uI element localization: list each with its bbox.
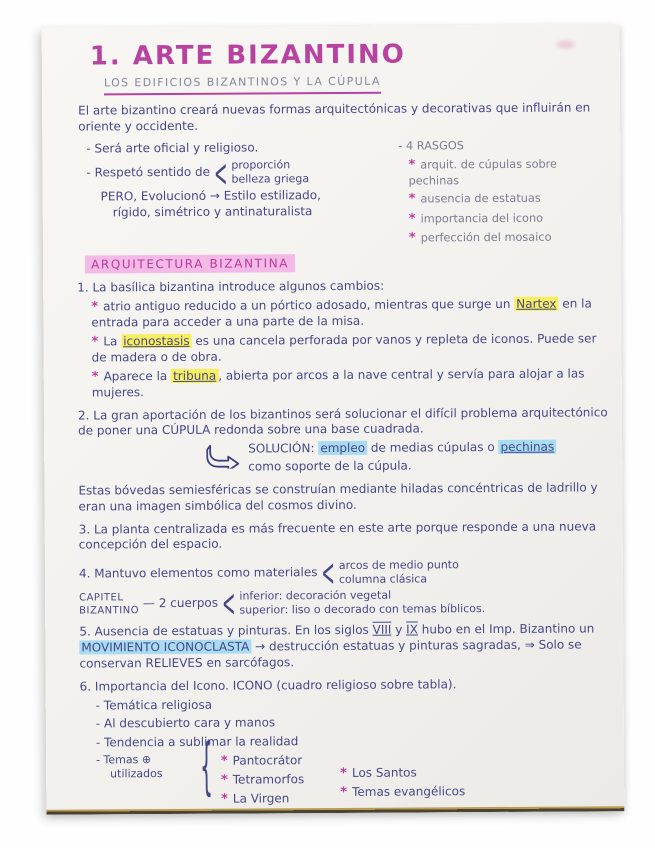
materials-list [339,559,459,587]
capitel-label [79,591,139,617]
rasgos-item-label: perfección del mosaico [420,230,552,245]
temas-label-line: utilizados [110,767,163,781]
highlight-nartex: Nartex [516,296,557,311]
icon-trait: - Temática religiosa [95,697,213,713]
item5-mid: y [391,622,407,637]
solution-end: como soporte de la cúpula. [248,458,412,474]
cuerpos-label: — 2 cuerpos [142,595,219,610]
tribuna-text: Aparece la [103,368,172,383]
rasgos-item-label: arquit. de cúpulas sobre pechinas [408,158,558,188]
capitel-row [79,580,613,626]
rasgos-item [409,209,611,227]
bullet-tribuna [92,365,612,401]
arch-header-row [85,254,611,273]
item5-pre: 5. Ausencia de estatuas y pinturas. En los siglos [79,623,373,639]
material-item: columna clásica [338,572,428,586]
rasgos-item [408,156,610,189]
roman-numeral: IX [406,622,418,637]
arch-item-1-head: 1. La basílica bizantina introduce algunos cambios: [77,278,385,295]
arch-item-5 [79,622,613,673]
tema-label: Los Santos [351,765,417,780]
arch-item-6-head: 6. Importancia del Icono. ICONO (cuadro religioso sobre tabla). [79,677,457,694]
iconostasis-text-end: es una cancela perforada por vanos y repleta de iconos. Puede ser de madera o de obra. [91,330,597,365]
solution-label: SOLUCIÓN: [248,441,319,456]
solution-block [206,438,612,475]
bullet-atrio [91,295,611,331]
asterisk-icon: * [91,333,99,350]
material-item: arcos de medio punto [338,558,459,573]
item5-tail: → destrucción estatuas y pinturas sagradas, ⇒ Solo se conservan RELIEVES en sarcófagos. [79,637,582,671]
rasgos-header: - 4 RASGOS [398,139,464,154]
respect-option: proporción [231,158,291,172]
tema-label: La Virgen [232,791,290,806]
evolution-line-1: PERO, Evolucionó → Estilo estilizado, [100,187,321,204]
asterisk-icon: * [408,157,416,173]
domes-paragraph: Estas bóvedas semiesféricas se construían mediante hiladas concéntricas de ladrillo y eran una imagen simbólica del cosmos divino. [78,480,598,514]
notebook-page [42,24,625,815]
item5-post: hubo en el Imp. Bizantino un [417,621,595,637]
temas-label-line: - Temas ⊕ [96,753,152,767]
temas-column-1 [221,752,305,809]
asterisk-icon: * [408,191,416,207]
asterisk-icon: * [340,784,348,800]
traits-block [76,139,611,249]
angle-brace-icon: < [321,550,336,596]
curly-brace-icon: { [199,728,214,803]
arch-section-header: ARQUITECTURA BIZANTINA [85,254,295,273]
highlight-iconoclasta: MOVIMIENTO ICONOCLASTA [81,639,250,655]
tema-label: Tetramorfos [232,772,305,787]
rasgos-item [409,228,611,246]
cuerpos-item: inferior: decoración vegetal [239,588,392,603]
item4-lead: 4. Mantuvo elementos como materiales [78,565,318,581]
tema-label: Pantocrátor [232,753,303,768]
roman-numeral: VIII [372,622,392,638]
tema-item [221,752,304,771]
asterisk-icon: * [220,772,228,788]
atrio-text: atrio antiguo reducido a un pórtico adosado, mientras que surge un [103,296,515,313]
solution-text [248,439,588,476]
solution-mid: de medias cúpulas o [367,440,499,455]
asterisk-icon: * [408,211,416,227]
asterisk-icon: * [221,791,228,807]
respect-option: belleza griega [231,172,310,186]
evolution-line-2: rígido, simétrico y antinaturalista [112,203,313,219]
icon-trait: - Tendencia a sublimar la realidad [95,734,299,750]
iconostasis-text: La [103,333,122,348]
section-subtitle: LOS EDIFICIOS BIZANTINOS Y LA CÚPULA [104,75,381,95]
highlight-iconostasis: iconostasis [123,333,190,348]
tema-item [340,764,465,784]
rasgos-item [409,190,611,208]
respect-options [231,158,309,186]
capitel-label-line: CAPITEL [79,591,124,604]
tema-label: Temas evangélicos [352,784,466,799]
rasgos-column [398,139,611,247]
temas-label [96,753,192,782]
angle-brace-icon: < [213,149,228,196]
tema-item [340,783,465,803]
asterisk-icon: * [340,765,348,782]
tema-item [221,790,304,809]
highlight-tribuna: tribuna [173,368,217,383]
rasgos-item-label: importancia del icono [420,211,544,226]
highlight-empleo: empleo [320,440,366,456]
highlight-pechinas: pechinas [500,439,555,455]
rasgos-item-label: ausencia de estatuas [420,192,541,206]
angle-brace-icon: < [221,580,236,626]
atrio-text-end: en la entrada para acceder a una parte de la misa. [91,295,592,330]
arch-item-3: 3. La planta centralizada es más frecuente en este arte porque responde a una nueva concepción del espacio. [78,519,597,553]
tribuna-text-end: , abierta por arcos a la nave central y servía para alojar a las mujeres. [91,366,585,400]
pink-smudge [557,41,575,49]
tema-item [221,771,304,790]
respect-label: - Respetó sentido de [86,164,211,180]
traits-left-column [86,140,399,248]
intro-paragraph: El arte bizantino creará nuevas formas arquitectónicas y decorativas que influirán en oriente y occidente. [78,100,591,134]
curved-arrow-icon [206,445,240,469]
asterisk-icon: * [91,368,99,385]
bullet-official-religious: - Será arte oficial y religioso. [86,140,259,156]
page-title: 1. ARTE BIZANTINO [89,39,406,72]
arch-item-2-head: 2. La gran aportación de los bizantinos será solucionar el difícil problema arquitectónico de poner una CÚPULA redonda sobre una base cuadrada. [77,404,608,438]
bullet-iconostasis [91,330,611,366]
temas-column-2 [340,764,465,802]
asterisk-icon: * [220,753,228,769]
cuerpos-item: superior: liso o decorado con temas bíblicos. [239,601,486,617]
asterisk-icon: * [408,230,416,246]
cuerpos-list [239,588,485,617]
icon-trait: - Al descubierto cara y manos [95,715,276,731]
capitel-label-line: BIZANTINO [79,604,140,617]
asterisk-icon: * [91,299,99,315]
